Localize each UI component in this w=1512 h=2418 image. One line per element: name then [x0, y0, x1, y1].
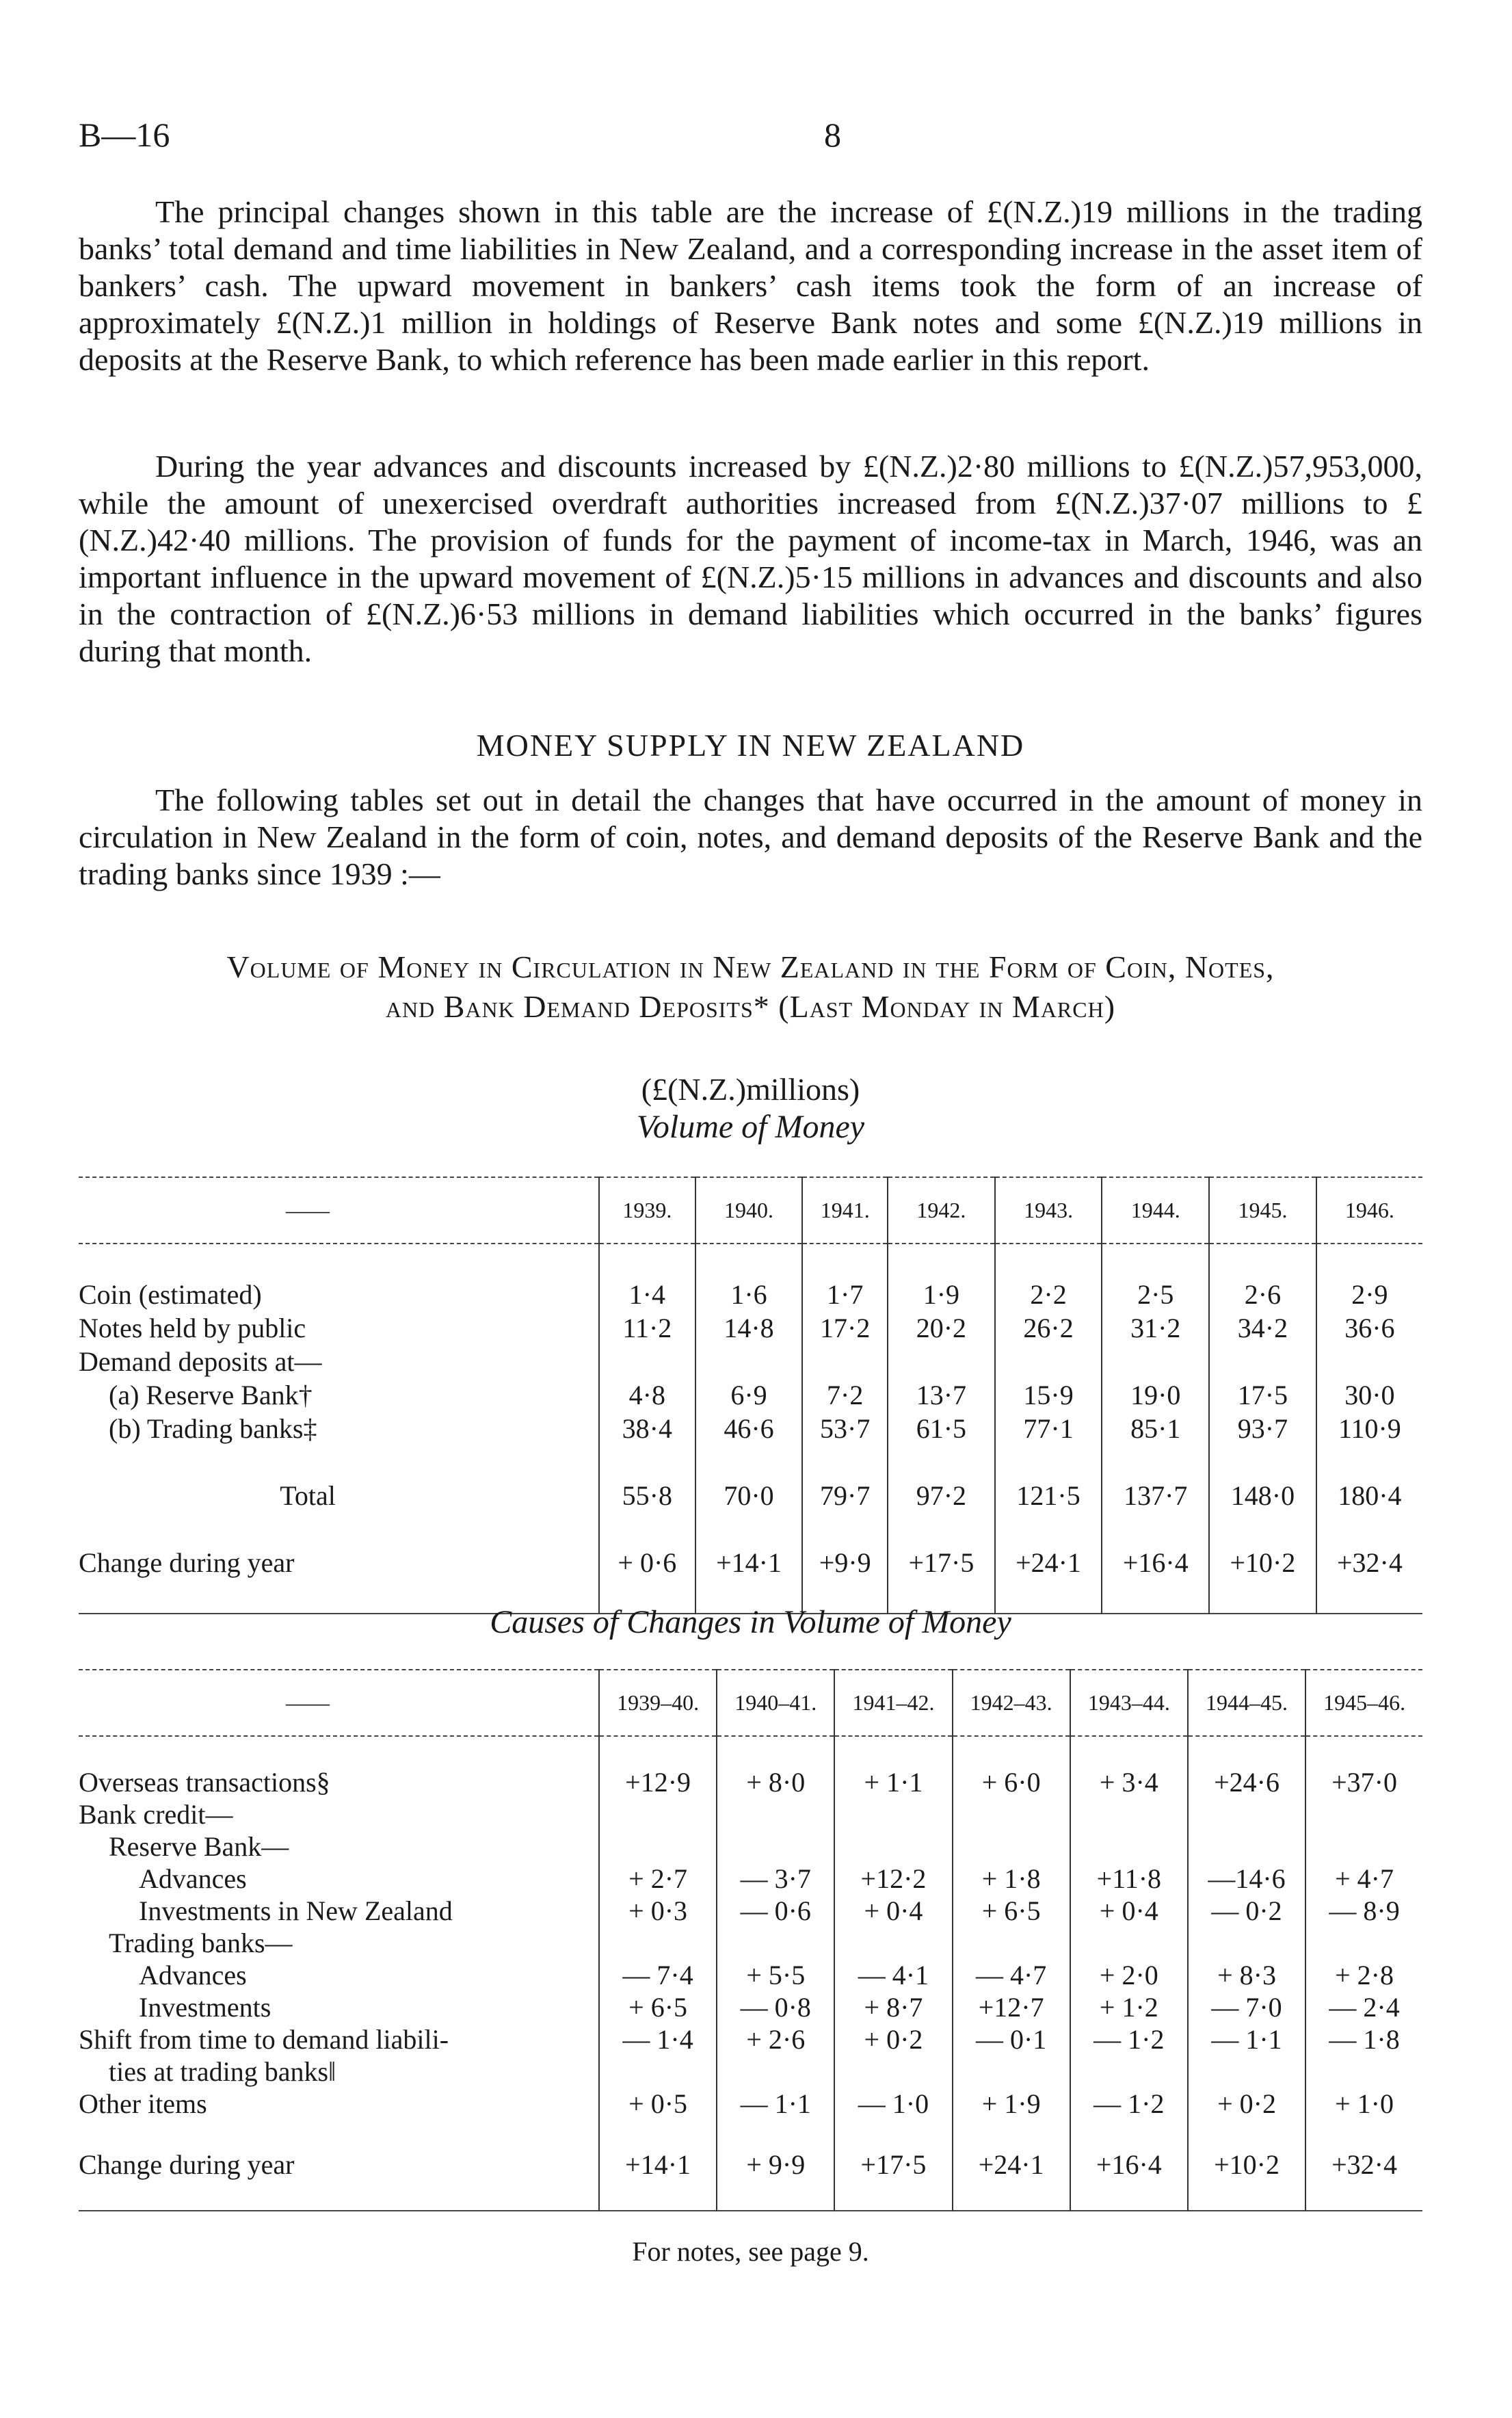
table-cell: + 1·0: [1305, 2088, 1422, 2120]
table-cell: 31·2: [1102, 1311, 1209, 1345]
table-cell: +14·1: [695, 1546, 803, 1579]
table-cell: 85·1: [1102, 1412, 1209, 1445]
table-cell: [1305, 1830, 1422, 1863]
table-cell: [695, 1345, 803, 1378]
table-cell: +17·5: [834, 2148, 952, 2181]
units-label: (£(N.Z.)millions): [641, 1072, 860, 1107]
column-header: 1941–42.: [834, 1670, 952, 1736]
table-cell: [717, 1830, 834, 1863]
row-label: (b) Trading banks‡: [109, 1413, 317, 1444]
table-cell: +10·2: [1188, 2148, 1305, 2181]
table-row: [79, 2088, 1422, 2120]
table-cell: [834, 1798, 952, 1830]
row-label: ties at trading banks‖: [109, 2055, 336, 2087]
table-cell: + 0·5: [599, 2088, 717, 2120]
column-header: 1940.: [695, 1177, 803, 1244]
row-label: Notes held by public: [79, 1313, 306, 1343]
table-cell: — 1·8: [1305, 2023, 1422, 2055]
table-cell: +24·6: [1188, 1766, 1305, 1798]
table-cell: [1188, 1830, 1305, 1863]
table-cell: 4·8: [599, 1378, 695, 1412]
row-label: Change during year: [79, 1547, 295, 1578]
table-cell: +16·4: [1102, 1546, 1209, 1579]
table-cell: + 1·2: [1070, 1991, 1188, 2023]
table-row: [79, 1830, 1422, 1863]
table-cell: + 6·0: [953, 1766, 1070, 1798]
table-cell: [717, 2055, 834, 2088]
table-cell: + 2·7: [599, 1863, 717, 1895]
table-cell: +12·7: [953, 1991, 1070, 2023]
table-cell: + 0·2: [834, 2023, 952, 2055]
table-cell: — 4·7: [953, 1959, 1070, 1991]
corner-dash: ——: [286, 1198, 330, 1222]
table-cell: 121·5: [995, 1479, 1102, 1512]
table-cell: — 7·0: [1188, 1991, 1305, 2023]
table-cell: 53·7: [802, 1412, 888, 1445]
table-cell: +32·4: [1305, 2148, 1422, 2181]
row-label: Reserve Bank—: [109, 1830, 289, 1862]
table-cell: +11·8: [1070, 1863, 1188, 1895]
table-cell: —14·6: [1188, 1863, 1305, 1895]
table-cell: [599, 1927, 717, 1959]
column-header: 1942–43.: [953, 1670, 1070, 1736]
table-row: [79, 1766, 1422, 1798]
table-cell: 180·4: [1316, 1479, 1422, 1512]
table-cell: + 6·5: [599, 1991, 717, 2023]
table-row: [79, 2055, 1422, 2088]
table-title-line-2: and Bank Demand Deposits* (Last Monday in March): [385, 989, 1116, 1024]
table-cell: 13·7: [888, 1378, 995, 1412]
table-cell: + 2·8: [1305, 1959, 1422, 1991]
table-title-line-1: Volume of Money in Circulation in New Zealand in the Form of Coin, Notes,: [226, 949, 1275, 984]
column-header: 1939–40.: [599, 1670, 717, 1736]
table-cell: [1188, 1798, 1305, 1830]
table-cell: [599, 1830, 717, 1863]
table-cell: — 0·1: [953, 2023, 1070, 2055]
table-cell: + 0·4: [834, 1895, 952, 1927]
table-cell: + 1·8: [953, 1863, 1070, 1895]
column-header: 1941.: [802, 1177, 888, 1244]
table-row: [79, 1378, 1422, 1412]
table-row-change: [79, 2148, 1422, 2181]
row-label: Total: [280, 1480, 336, 1511]
table-cell: + 4·7: [1305, 1863, 1422, 1895]
column-header: 1944.: [1102, 1177, 1209, 1244]
table-cell: + 0·6: [599, 1546, 695, 1579]
table-header-row: [79, 1670, 1422, 1736]
column-header: 1945.: [1209, 1177, 1316, 1244]
row-label: Bank credit—: [79, 1798, 233, 1830]
column-header: 1944–45.: [1188, 1670, 1305, 1736]
table-cell: 2·5: [1102, 1278, 1209, 1311]
table-cell: [1305, 2055, 1422, 2088]
table-cell: + 6·5: [953, 1895, 1070, 1927]
table-cell: [834, 1927, 952, 1959]
table-cell: 55·8: [599, 1479, 695, 1512]
table-cell: 26·2: [995, 1311, 1102, 1345]
table-cell: [834, 1830, 952, 1863]
table-row: [79, 1345, 1422, 1378]
table-header-row: [79, 1177, 1422, 1244]
table-cell: 2·6: [1209, 1278, 1316, 1311]
table-cell: 34·2: [1209, 1311, 1316, 1345]
table-cell: 70·0: [695, 1479, 803, 1512]
table-cell: 15·9: [995, 1378, 1102, 1412]
paragraph-tables-intro: The following tables set out in detail the changes that have occurred in the amount of money in circulation in New Zealand in the form of coin, notes, and demand deposits of the Reserve Bank and the trading banks since 1939 :—: [79, 783, 1422, 891]
table-cell: +12·9: [599, 1766, 717, 1798]
table-cell: — 8·9: [1305, 1895, 1422, 1927]
table-row: [79, 1959, 1422, 1991]
table-cell: +9·9: [802, 1546, 888, 1579]
column-header: 1939.: [599, 1177, 695, 1244]
table-cell: 1·7: [802, 1278, 888, 1311]
table-cell: [599, 2055, 717, 2088]
table-cell: + 1·1: [834, 1766, 952, 1798]
table-cell: 110·9: [1316, 1412, 1422, 1445]
table-cell: [717, 1798, 834, 1830]
table-cell: [1209, 1345, 1316, 1378]
table-cell: + 2·6: [717, 2023, 834, 2055]
row-label: Shift from time to demand liabili-: [79, 2023, 449, 2055]
table-cell: — 0·6: [717, 1895, 834, 1927]
table-cell: + 0·2: [1188, 2088, 1305, 2120]
table-cell: 6·9: [695, 1378, 803, 1412]
table-cell: + 2·0: [1070, 1959, 1188, 1991]
column-header: 1946.: [1316, 1177, 1422, 1244]
table-cell: 137·7: [1102, 1479, 1209, 1512]
table-cell: — 2·4: [1305, 1991, 1422, 2023]
table-cell: 30·0: [1316, 1378, 1422, 1412]
table-cell: 2·9: [1316, 1278, 1422, 1311]
table-cell: + 8·0: [717, 1766, 834, 1798]
row-label: Other items: [79, 2088, 207, 2119]
row-label: Trading banks—: [109, 1927, 293, 1958]
table-cell: 79·7: [802, 1479, 888, 1512]
paragraph-trading-bank-changes: The principal changes shown in this table are the increase of £(N.Z.)19 millions in the trading banks’ total demand and time liabilities in New Zealand, and a corresponding increase in the asset item of bankers’ cash. The upward movement in bankers’ cash items took the form of an increase of approximately £(N.Z.)1 million in holdings of Reserve Bank notes and some £(N.Z.)19 millions in deposits at the Reserve Bank, to which reference has been made earlier in this report.: [79, 194, 1422, 377]
table-row: [79, 1863, 1422, 1895]
table-cell: — 1·4: [599, 2023, 717, 2055]
table-cell: [717, 1927, 834, 1959]
row-label: Change during year: [79, 2149, 295, 2180]
causes-of-changes-table: [79, 1669, 1422, 2211]
table-cell: + 8·3: [1188, 1959, 1305, 1991]
table-cell: 20·2: [888, 1311, 995, 1345]
table-cell: [995, 1345, 1102, 1378]
paragraph-advances-discounts: During the year advances and discounts increased by £(N.Z.)2·80 millions to £(N.Z.)57,953,000, while the amount of unexercised overdraft authorities increased from £(N.Z.)37·07 millions to £(N.Z.)42·40 millions. The provision of funds for the payment of income-tax in March, 1946, was an important influence in the upward movement of £(N.Z.)5·15 millions in advances and discounts and also in the contraction of £(N.Z.)6·53 millions in demand liabilities which occurred in the banks’ figures during that month.: [79, 449, 1422, 668]
table-cell: [834, 2055, 952, 2088]
table-cell: 1·9: [888, 1278, 995, 1311]
table-cell: — 4·1: [834, 1959, 952, 1991]
table-cell: — 0·2: [1188, 1895, 1305, 1927]
table-cell: — 1·1: [717, 2088, 834, 2120]
table-cell: — 1·0: [834, 2088, 952, 2120]
row-label: Overseas transactions§: [79, 1766, 330, 1798]
table-cell: [1070, 1927, 1188, 1959]
table-cell: 148·0: [1209, 1479, 1316, 1512]
table-row-change: [79, 1546, 1422, 1579]
table-cell: 17·5: [1209, 1378, 1316, 1412]
table-cell: [1102, 1345, 1209, 1378]
row-label: Advances: [139, 1959, 247, 1990]
table-cell: [1070, 2055, 1188, 2088]
table-cell: + 0·4: [1070, 1895, 1188, 1927]
table-cell: [953, 1927, 1070, 1959]
volume-of-money-table: [79, 1177, 1422, 1614]
table-cell: 46·6: [695, 1412, 803, 1445]
row-label: Coin (estimated): [79, 1279, 262, 1310]
table-row: [79, 1278, 1422, 1311]
table-cell: [953, 1830, 1070, 1863]
footnote: For notes, see page 9.: [632, 2236, 869, 2267]
column-header: 1943.: [995, 1177, 1102, 1244]
table-row: [79, 1927, 1422, 1959]
table-row: [79, 1798, 1422, 1830]
table-cell: +32·4: [1316, 1546, 1422, 1579]
table-cell: — 1·2: [1070, 2023, 1188, 2055]
table-cell: [599, 1798, 717, 1830]
table-cell: 1·6: [695, 1278, 803, 1311]
corner-dash: ——: [286, 1690, 330, 1715]
table-cell: +16·4: [1070, 2148, 1188, 2181]
page-header: [79, 115, 1446, 163]
table-cell: + 8·7: [834, 1991, 952, 2023]
row-label: Advances: [139, 1863, 247, 1894]
table-cell: — 7·4: [599, 1959, 717, 1991]
table-row: [79, 1311, 1422, 1345]
table-cell: [1070, 1798, 1188, 1830]
table-cell: [1188, 2055, 1305, 2088]
document-reference: B—16: [79, 116, 170, 154]
table-title: [79, 947, 1422, 1027]
table-cell: — 1·1: [1188, 2023, 1305, 2055]
column-header: 1943–44.: [1070, 1670, 1188, 1736]
table-cell: 11·2: [599, 1311, 695, 1345]
table-cell: 17·2: [802, 1311, 888, 1345]
table-cell: — 0·8: [717, 1991, 834, 2023]
page-number: 8: [824, 116, 841, 154]
table-cell: +37·0: [1305, 1766, 1422, 1798]
table-cell: + 5·5: [717, 1959, 834, 1991]
table-cell: +17·5: [888, 1546, 995, 1579]
table-cell: 97·2: [888, 1479, 995, 1512]
table-cell: [1070, 1830, 1188, 1863]
table-cell: 1·4: [599, 1278, 695, 1311]
table-cell: 38·4: [599, 1412, 695, 1445]
table-cell: +10·2: [1209, 1546, 1316, 1579]
table-cell: 14·8: [695, 1311, 803, 1345]
table-cell: [953, 1798, 1070, 1830]
table-row: [79, 1895, 1422, 1927]
table-cell: 19·0: [1102, 1378, 1209, 1412]
table-row: [79, 1991, 1422, 2023]
row-label: Demand deposits at—: [79, 1346, 322, 1377]
row-label: Investments: [139, 1991, 271, 2023]
table-cell: + 9·9: [717, 2148, 834, 2181]
causes-table-subtitle: Causes of Changes in Volume of Money: [490, 1604, 1011, 1640]
row-label: Investments in New Zealand: [139, 1895, 453, 1926]
table-cell: +24·1: [953, 2148, 1070, 2181]
table-cell: +24·1: [995, 1546, 1102, 1579]
table-cell: 93·7: [1209, 1412, 1316, 1445]
table-cell: — 3·7: [717, 1863, 834, 1895]
table-cell: [599, 1345, 695, 1378]
column-header: 1945–46.: [1305, 1670, 1422, 1736]
section-heading: MONEY SUPPLY IN NEW ZEALAND: [476, 728, 1025, 763]
column-header: 1940–41.: [717, 1670, 834, 1736]
table-cell: 36·6: [1316, 1311, 1422, 1345]
table-cell: 2·2: [995, 1278, 1102, 1311]
table-cell: [1305, 1927, 1422, 1959]
table-cell: 61·5: [888, 1412, 995, 1445]
table-cell: [1316, 1345, 1422, 1378]
table-row: [79, 1412, 1422, 1445]
table-cell: [953, 2055, 1070, 2088]
table-cell: — 1·2: [1070, 2088, 1188, 2120]
table-cell: +12·2: [834, 1863, 952, 1895]
table-cell: +14·1: [599, 2148, 717, 2181]
table-row: [79, 2023, 1422, 2055]
table-cell: + 3·4: [1070, 1766, 1188, 1798]
row-label: (a) Reserve Bank†: [109, 1380, 313, 1410]
table-cell: [1305, 1798, 1422, 1830]
column-header: 1942.: [888, 1177, 995, 1244]
table-cell: 77·1: [995, 1412, 1102, 1445]
table-cell: 7·2: [802, 1378, 888, 1412]
table-cell: + 0·3: [599, 1895, 717, 1927]
volume-table-subtitle: Volume of Money: [636, 1109, 865, 1145]
table-cell: [888, 1345, 995, 1378]
table-row-total: [79, 1479, 1422, 1512]
table-cell: + 1·9: [953, 2088, 1070, 2120]
table-cell: [1188, 1927, 1305, 1959]
table-cell: [802, 1345, 888, 1378]
